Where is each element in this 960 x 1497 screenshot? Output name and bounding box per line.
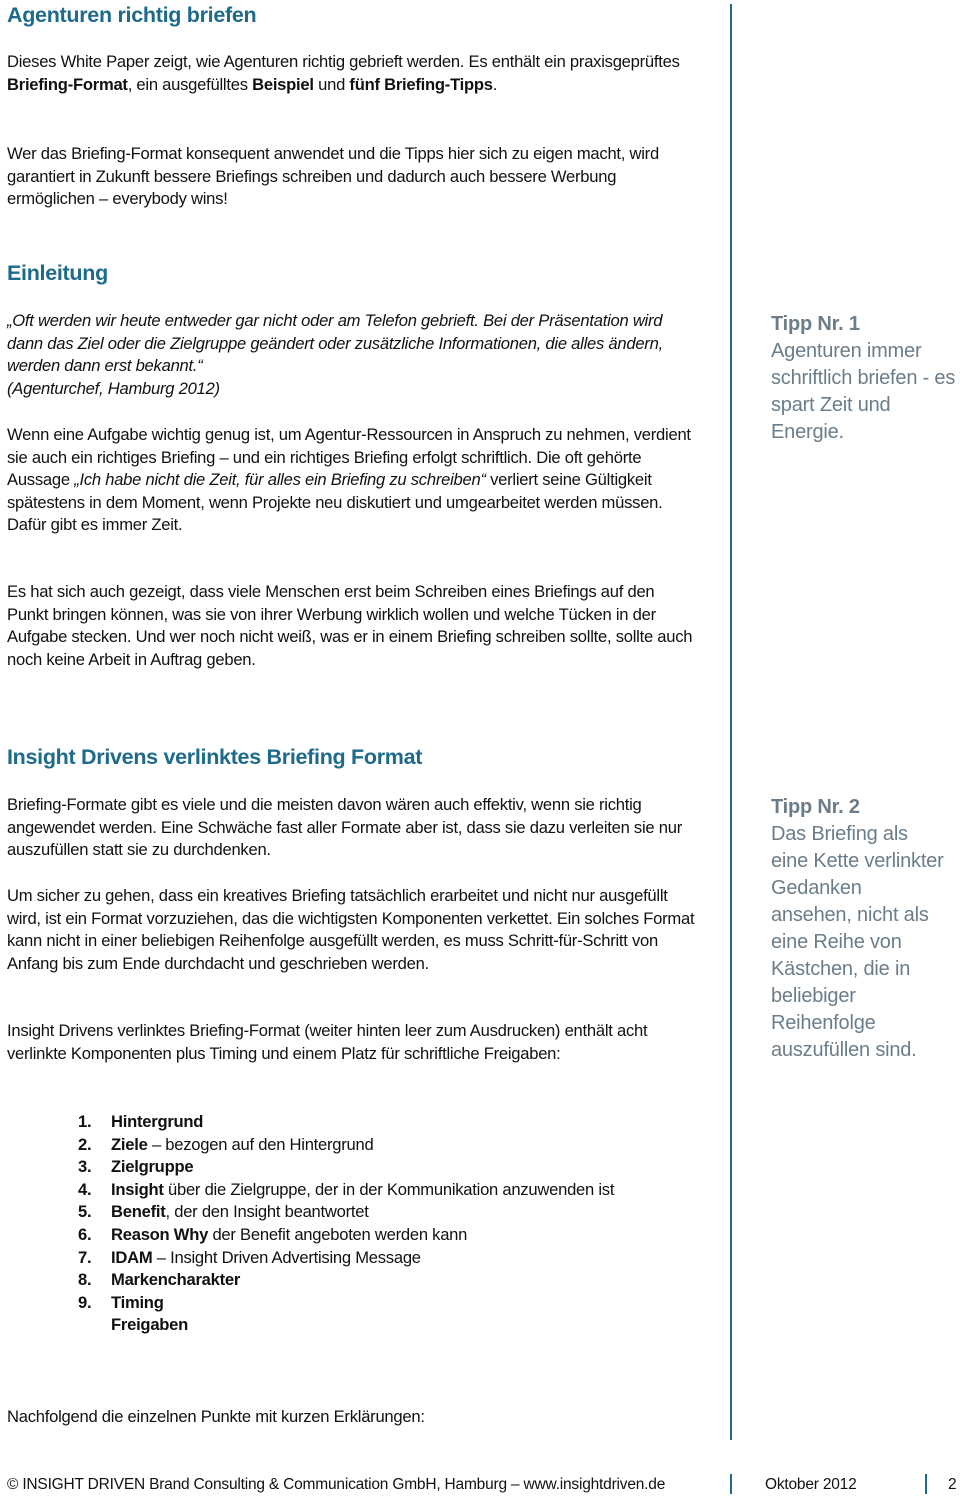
list-term: Zielgruppe: [111, 1157, 194, 1177]
body-paragraph: [7, 581, 697, 671]
list-term: Timing: [111, 1292, 164, 1312]
page-title: Agenturen richtig briefen: [7, 3, 257, 27]
bold-text: Beispiel: [252, 74, 314, 94]
footer-date: Oktober 2012: [765, 1476, 857, 1493]
list-number: 7.: [78, 1247, 92, 1267]
text-run: , ein ausgefülltes: [127, 74, 253, 94]
list-item: [78, 1111, 638, 1134]
closing-text: Nachfolgend die einzelnen Punkte mit kurzen Erklärungen:: [7, 1407, 425, 1426]
list-number: 8.: [78, 1270, 92, 1290]
bold-text: Briefing-Format: [7, 74, 128, 94]
tip-text: Das Briefing als eine Kette verlinkter Gedanken ansehen, nicht als eine Reihe von Kästchen, die in beliebiger Reihenfolge auszufüllen sind.: [771, 823, 944, 1061]
footer-page-number: 2: [948, 1476, 957, 1493]
footer-copyright: © INSIGHT DRIVEN Brand Consulting & Communication GmbH, Hamburg – www.insightdriven.de: [7, 1476, 666, 1493]
list-term: Freigaben: [111, 1315, 189, 1335]
list-item: [78, 1134, 638, 1157]
tip-label: Tipp Nr. 1: [771, 313, 860, 335]
list-item: [78, 1269, 638, 1292]
list-item: [78, 1179, 638, 1202]
component-list: [78, 1111, 638, 1337]
tip-box-1: [771, 311, 960, 446]
list-item: [78, 1292, 638, 1315]
italic-text: „Oft werden wir heute entweder gar nicht oder am Telefon gebrieft. Bei der Präsentation wird dann das Ziel oder die Zielgruppe geändert oder zusätzliche Informationen, die alles ändern, werden dann erst bekannt.“: [7, 311, 663, 376]
body-paragraph: [7, 1020, 697, 1065]
list-item: [78, 1224, 638, 1247]
text-run: Insight Drivens verlinktes Briefing-Format (weiter hinten leer zum Ausdrucken) enthält acht verlinkte Komponenten plus Timing und einem Platz für schriftliche Freigaben:: [7, 1021, 648, 1063]
list-term: Reason Why: [111, 1224, 209, 1244]
bold-text: fünf Briefing-Tipps: [349, 74, 493, 94]
italic-text: (Agenturchef, Hamburg 2012): [7, 378, 220, 398]
list-number: 2.: [78, 1134, 92, 1154]
body-paragraph: [7, 794, 697, 862]
body-paragraph: [7, 885, 697, 975]
column-divider: [730, 4, 732, 1440]
text-run: und: [313, 74, 350, 94]
list-description: – Insight Driven Advertising Message: [152, 1247, 421, 1267]
text-run: Um sicher zu gehen, dass ein kreatives Briefing tatsächlich erarbeitet und nicht nur ausgefüllt wird, ist ein Format vorzuziehen, das die wichtigsten Komponenten verkettet. Ein solches Format kann nicht in einer beliebigen Reihenfolge ausgefüllt werden, es muss Schritt-für-Schritt von Anfang bis zum Ende durchdacht und geschrieben werden.: [7, 886, 695, 973]
footer-separator: [730, 1474, 732, 1494]
text-run: Wer das Briefing-Format konsequent anwendet und die Tipps hier sich zu eigen macht, wird garantiert in Zukunft bessere Briefings schreiben und dadurch auch bessere Werbung ermöglichen – everybody wins!: [7, 144, 659, 209]
list-item: [78, 1314, 638, 1337]
list-description: , der den Insight beantwortet: [165, 1202, 369, 1222]
list-term: Markencharakter: [111, 1270, 241, 1290]
list-number: 6.: [78, 1224, 92, 1244]
list-item: [78, 1156, 638, 1179]
section-heading-format: Insight Drivens verlinktes Briefing Format: [7, 745, 423, 769]
text-run: .: [492, 74, 498, 94]
list-item: [78, 1201, 638, 1224]
list-number: 1.: [78, 1112, 92, 1131]
text-run: Es hat sich auch gezeigt, dass viele Menschen erst beim Schreiben eines Briefings auf den Punkt bringen können, was sie von ihrer Werbung wirklich wollen und welche Tücken in der Aufgabe stecken. Und wer noch nicht weiß, was er in einem Briefing schreiben sollte, sollte auch noch keine Arbeit in Auftrag geben.: [7, 582, 693, 669]
tip-label: Tipp Nr. 2: [771, 796, 860, 818]
list-description: – bezogen auf den Hintergrund: [147, 1134, 374, 1154]
list-number: 5.: [78, 1202, 92, 1222]
list-description: über die Zielgruppe, der in der Kommunikation anzuwenden ist: [163, 1179, 615, 1199]
list-term: Hintergrund: [111, 1112, 204, 1131]
list-number: 4.: [78, 1179, 92, 1199]
list-term: Insight: [111, 1179, 164, 1199]
tip-box-2: [771, 794, 946, 1064]
body-paragraph: [7, 424, 697, 537]
intro-paragraph: [7, 143, 697, 211]
tip-text: Agenturen immer schriftlich briefen - es spart Zeit und Energie.: [771, 340, 956, 443]
list-term: IDAM: [111, 1247, 153, 1267]
text-run: verliert seine Gültigkeit spätestens in dem Moment, wenn Projekte neu diskutiert und umgearbeitet werden müssen. Dafür gibt es immer Zeit.: [7, 470, 663, 535]
footer-separator: [925, 1474, 927, 1494]
quote-paragraph: [7, 310, 697, 400]
text-run: Briefing-Formate gibt es viele und die meisten davon wären auch effektiv, wenn sie richtig angewendet werden. Eine Schwäche fast aller Formate aber ist, dass sie dazu verleiten sie nur auszufüllen statt sie zu durchdenken.: [7, 795, 682, 860]
list-description: der Benefit angeboten werden kann: [208, 1224, 468, 1244]
section-heading-einleitung: Einleitung: [7, 261, 108, 285]
list-term: Ziele: [111, 1134, 148, 1154]
italic-text: „Ich habe nicht die Zeit, für alles ein Briefing zu schreiben“: [74, 470, 486, 490]
list-item: [78, 1247, 638, 1270]
list-term: Benefit: [111, 1202, 166, 1222]
list-number: 9.: [78, 1292, 92, 1312]
list-number: 3.: [78, 1157, 92, 1177]
text-run: Wenn eine Aufgabe wichtig genug ist, um Agentur-Ressourcen in Anspruch zu nehmen, verdient sie auch ein richtiges Briefing – und ein richtiges Briefing erfolgt schriftlich. Die oft gehörte Aussage: [7, 425, 691, 490]
text-run: Dieses White Paper zeigt, wie Agenturen richtig gebrieft werden. Es enthält ein praxisgeprüftes: [7, 52, 680, 71]
intro-paragraph: [7, 51, 697, 96]
